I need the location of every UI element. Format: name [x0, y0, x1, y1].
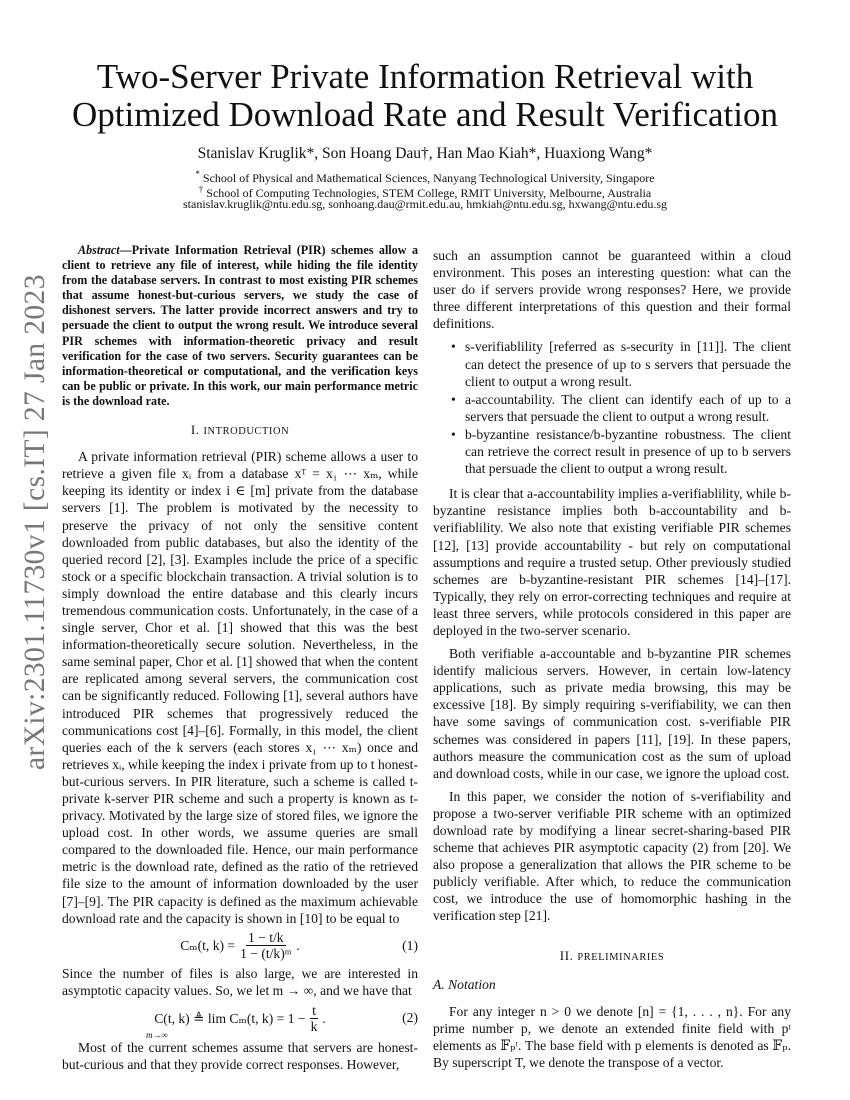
affiliation-1-text: School of Physical and Mathematical Sciences, Nanyang Technological University, Singapore [202, 171, 655, 185]
right-paragraph-4: In this paper, we consider the notion of s-verifiability and propose a two-server verifiable PIR scheme with an optimized download rate by modifying a linear secret-sharing-based PIR scheme that achieves PIR asymptotic capacity (2) from [20]. We also propose a generalization that allows the PIR scheme to be publicly verifiable. After which, to reduce the communication cost, we introduce the use of homomorphic hashing in the verification step [21]. [433, 788, 791, 924]
intro-paragraph-1: A private information retrieval (PIR) scheme allows a user to retrieve a given file xᵢ from a database xᵀ = x₁ ⋯ xₘ, while keeping its identity or index i ∈ [m] private from the database servers [1]. The problem is motivated by the necessity to preserve the privacy of not only the sensitive content downloaded from public databases, but also the identity of the queried record [2], [3]. Examples include the price of a specific stock or a specific blockchain transaction. A trivial solution is to simply download the entire database and this clearly incurs tremendous communication costs. Unfortunately, in the case of a single server, Chor et al. [1] showed that this was the best information-theoretically secure solution. Nevertheless, in the same seminal paper, Chor et al. [1] showed that when the content are replicated among several servers, the communication cost can be significantly reduced. Following [1], several authors have introduced PIR schemes that progressively reduced the communications cost [4]–[6]. Formally, in this model, the client queries each of the k servers (each stores x₁ ⋯ xₘ) once and retrieves xᵢ, while keeping the index i private from up to t honest-but-curious servers. In PIR literature, such a scheme is called t-private k-server PIR scheme and such a property is known as t-privacy. Motivated by the large size of stored files, we ignore the upload cost. In other words, we assume queries are small compared to the downloaded file. Hence, our main performance metric is the download rate, defined as the ratio of the retrieved file size to the amount of information downloaded by the user [7]–[9]. The PIR capacity is defined as the maximum achievable download rate and the capacity is shown in [10] to be equal to [62, 449, 418, 926]
affiliation-2-text: School of Computing Technologies, STEM College, RMIT University, Melbourne, Australia [206, 186, 652, 200]
eq2-limit-subscript: m→∞ [146, 1029, 168, 1040]
title-line-2: Optimized Download Rate and Result Verification [72, 95, 778, 134]
section-1-number: I. [190, 422, 200, 438]
abstract-body: —Private Information Retrieval (PIR) schemes allow a client to retrieve any file of interest, while hiding the file identity from the database servers. In contrast to most existing PIR schemes that assume honest-but-curious servers, we study the case of dishonest servers. The latter provide incorrect answers and try to persuade the client to output the wrong result. We introduce several PIR schemes with information-theoretic privacy and result verification for the case of two servers. Security guarantees can be information-theoretical or computational, and the verification keys can be public or private. In this work, our main performance metric is the download rate. [62, 243, 418, 408]
eq1-numerator: 1 − t/k [247, 930, 284, 946]
eq1-fraction [238, 930, 293, 961]
definition-list [433, 338, 791, 477]
eq1-denominator: 1 − (t/k)ᵐ [240, 946, 292, 962]
right-paragraph-2: It is clear that a-accountability implies a-verifiablility, while b-byzantine resistance implies both b-accountability and b-verifiablility. We also note that existing verifiable PIR schemes [12], [13] provide accountability - but rely on computational assumptions and require a trusted setup. Other previously studied schemes are b-byzantine-resistant PIR schemes [14]–[17]. Typically, they rely on error-correcting techniques and require at least three servers, while protocols considered in this paper are deployed in the two-server scenario. [433, 486, 791, 638]
eq2-denominator: k [310, 1019, 318, 1035]
paper-title [40, 58, 810, 134]
section-heading-preliminaries [433, 947, 791, 966]
eq1-tail: . [296, 938, 300, 954]
definition-item-verifiability: • s-verifiablility [referred as s-security in [11]]. The client can detect the presence of up to s servers that persuade the client to output a wrong result. [465, 338, 791, 389]
right-paragraph-5: For any integer n > 0 we denote [n] = {1, . . . , n}. For any prime number p, we denote an extended finite field with pᵗ elements as 𝔽ₚᵗ. The base field with p elements is denoted as 𝔽ₚ. By superscript T, we denote the transpose of a vector. [433, 1003, 791, 1071]
equation-2 [62, 999, 418, 1039]
affiliation-1-mark: * [195, 169, 200, 179]
left-column [62, 243, 418, 1073]
right-paragraph-1: such an assumption cannot be guaranteed within a cloud environment. This poses an interesting question: what can the user do if servers provide wrong responses? Here, we provide three different interpretations of this question and their formal definitions. [433, 248, 791, 332]
eq1-lhs: Cₘ(t, k) = [180, 938, 236, 954]
abstract [62, 243, 418, 409]
eq2-numerator: t [312, 1003, 316, 1019]
subsection-notation: A. Notation [433, 976, 496, 992]
affiliation-2-mark: † [198, 184, 204, 194]
author-emails: stanislav.kruglik@ntu.edu.sg, sonhoang.dau@rmit.edu.au, hmkiah@ntu.edu.sg, hxwang@ntu.edu.sg [182, 197, 668, 211]
abstract-lead: Abstract [78, 243, 120, 257]
arxiv-identifier: arXiv:2301.11730v1 [cs.IT] 27 Jan 2023 [19, 274, 51, 770]
definition-item-byzantine: • b-byzantine resistance/b-byzantine robustness. The client can retrieve the correct result in presence of up to b servers that persuade the client to output a wrong result. [465, 426, 791, 477]
eq2-fraction [309, 1003, 320, 1034]
right-paragraph-3: Both verifiable a-accountable and b-byzantine PIR schemes identify malicious servers. However, in certain low-latency applications, such as private media browsing, this may be excessive [18]. By simply requiring s-verifiability, we can then have some savings of communication cost. s-verifiable PIR schemes was considered in papers [11], [19]. In these papers, authors measure the communication cost as the sum of upload and download costs, while in our case, we ignore the upload cost. [433, 646, 791, 781]
eq2-tail: . [322, 1011, 326, 1027]
section-2-number: II. [559, 947, 574, 963]
eq2-label: (2) [402, 1009, 418, 1025]
eq1-label: (1) [402, 937, 418, 953]
section-1-title: INTRODUCTION [203, 426, 290, 438]
section-2-title: PRELIMINARIES [577, 951, 665, 963]
author-list: Stanislav Kruglik*, Son Hoang Dau†, Han Mao Kiah*, Huaxiong Wang* [197, 145, 653, 162]
intro-paragraph-2: Since the number of files is also large, we are interested in asymptotic capacity values. So, we let m → ∞, and we have that [62, 965, 418, 998]
eq2-lhs: C(t, k) ≜ lim Cₘ(t, k) = 1 − [154, 1011, 306, 1027]
equation-1 [62, 927, 418, 965]
title-line-1: Two-Server Private Information Retrieval with [96, 57, 754, 96]
section-heading-introduction [62, 421, 418, 440]
intro-paragraph-3: Most of the current schemes assume that servers are honest-but-curious and that they provide correct responses. However, [62, 1039, 418, 1073]
right-column [433, 247, 791, 1071]
definition-item-accountability: • a-accountability. The client can identify each of up to a servers that persuade the client to output a wrong result. [465, 391, 791, 425]
